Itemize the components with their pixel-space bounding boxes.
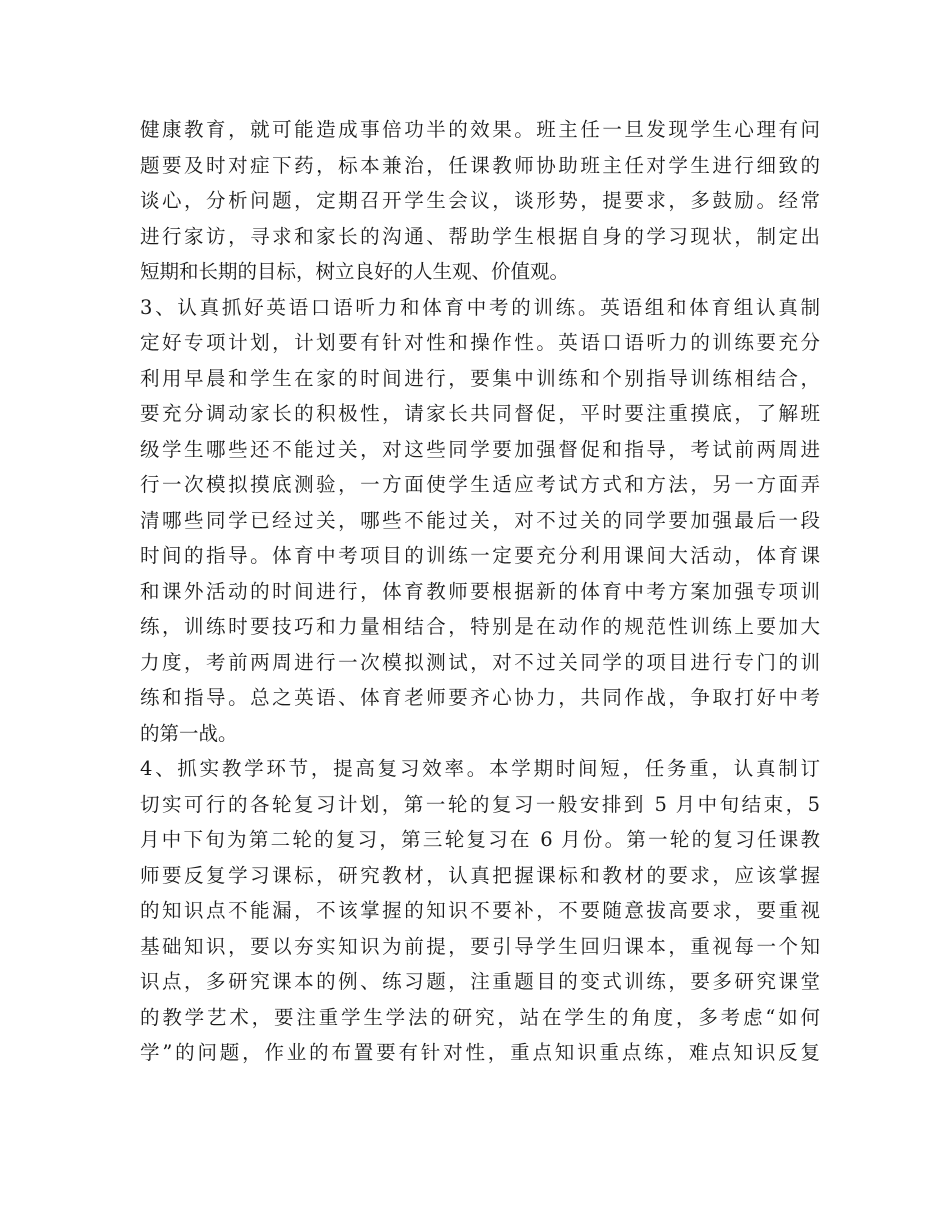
text-line: 的知识点不能漏，不该掌握的知识不要补，不要随意拔高要求，要重视 xyxy=(140,899,820,922)
text-line: 切实可行的各轮复习计划，第一轮的复习一般安排到 5 月中旬结束，5 xyxy=(140,792,820,816)
text-line: 月中下旬为第二轮的复习，第三轮复习在 6 月份。第一轮的复习任课教 xyxy=(140,828,820,851)
text-line: 练，训练时要技巧和力量相结合，特别是在动作的规范性训练上要加大 xyxy=(140,615,820,638)
text-line: 进行家访，寻求和家长的沟通、帮助学生根据自身的学习现状，制定出 xyxy=(140,224,820,248)
text-line: 级学生哪些还不能过关，对这些同学要加强督促和指导，考试前两周进 xyxy=(140,437,820,461)
text-line: 的第一战。 xyxy=(140,721,238,745)
text-line: 清哪些同学已经过关，哪些不能过关，对不过关的同学要加强最后一段 xyxy=(140,508,820,532)
text-line: 短期和长期的目标，树立良好的人生观、价值观。 xyxy=(140,260,570,283)
text-line: 要充分调动家长的积极性，请家长共同督促，平时要注重摸底，了解班 xyxy=(140,402,820,425)
text-line: 4、抓实教学环节，提高复习效率。本学期时间短，任务重，认真制订 xyxy=(140,757,820,780)
text-line: 行一次模拟摸底测验，一方面使学生适应考试方式和方法，另一方面弄 xyxy=(140,473,820,496)
text-line: 谈心，分析问题，定期召开学生会议，谈形势，提要求，多鼓励。经常 xyxy=(140,189,820,212)
text-line: 学”的问题，作业的布置要有针对性，重点知识重点练，难点知识反复 xyxy=(140,1041,820,1064)
text-line: 力度，考前两周进行一次模拟测试，对不过关同学的项目进行专门的训 xyxy=(140,650,820,674)
body-text xyxy=(140,112,820,1071)
text-line: 题要及时对症下药，标本兼治，任课教师协助班主任对学生进行细致的 xyxy=(140,153,820,177)
text-line: 基础知识，要以夯实知识为前提，要引导学生回归课本，重视每一个知 xyxy=(140,934,820,958)
text-line: 识点，多研究课本的例、练习题，注重题目的变式训练，要多研究课堂 xyxy=(140,970,820,993)
text-line: 练和指导。总之英语、体育老师要齐心协力，共同作战，争取打好中考 xyxy=(140,686,820,709)
text-line: 健康教育，就可能造成事倍功半的效果。班主任一旦发现学生心理有问 xyxy=(140,118,820,141)
text-line: 3、认真抓好英语口语听力和体育中考的训练。英语组和体育组认真制 xyxy=(140,295,820,319)
text-line: 师要反复学习课标，研究教材，认真把握课标和教材的要求，应该掌握 xyxy=(140,863,820,887)
text-line: 利用早晨和学生在家的时间进行，要集中训练和个别指导训练相结合， xyxy=(140,366,820,390)
text-line: 定好专项计划，计划要有针对性和操作性。英语口语听力的训练要充分 xyxy=(140,331,820,354)
text-line: 的教学艺术，要注重学生学法的研究，站在学生的角度，多考虑“如何 xyxy=(140,1005,820,1029)
text-line: 和课外活动的时间进行，体育教师要根据新的体育中考方案加强专项训 xyxy=(140,579,820,603)
text-line: 时间的指导。体育中考项目的训练一定要充分利用课间大活动，体育课 xyxy=(140,544,820,567)
